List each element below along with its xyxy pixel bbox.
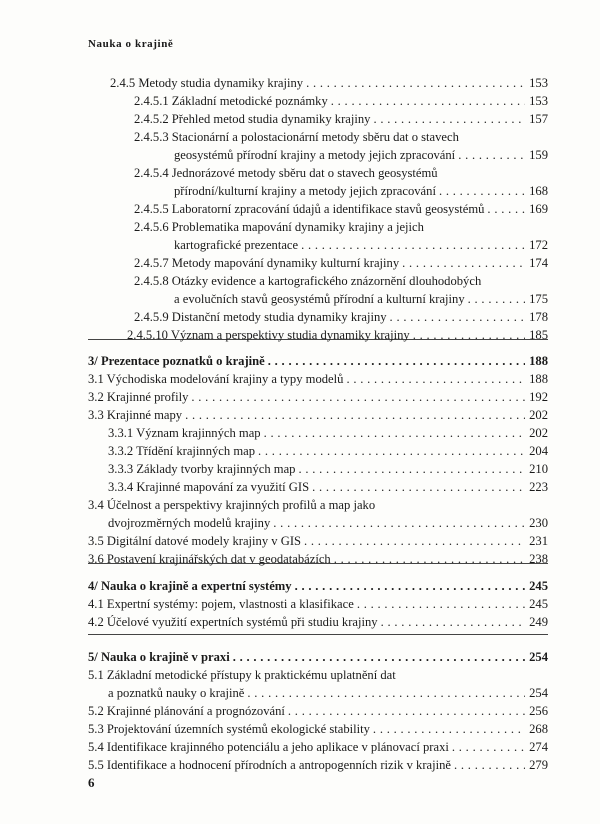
toc-entry: a evolučních stavů geosystémů přírodní a kulturní krajiny . . . 175 xyxy=(174,290,548,308)
toc-entry: 3.3.2 Třídění krajinných map . . . 204 xyxy=(108,442,548,460)
toc-entry: 2.4.5.8 Otázky evidence a kartografického znázornění dlouhodobých xyxy=(134,274,482,288)
toc-entry: 3.3.3 Základy tvorby krajinných map . . . 210 xyxy=(108,460,548,478)
toc-entry: 5.2 Krajinné plánování a prognózování . . . 256 xyxy=(88,702,548,720)
toc-entry: 3.4 Účelnost a perspektivy krajinných profilů a map jako xyxy=(88,498,376,512)
toc-entry: 2.4.5 Metody studia dynamiky krajiny . . . 153 xyxy=(110,74,548,92)
toc-entry: a poznatků nauky o krajině . . . 254 xyxy=(108,684,548,702)
toc-entry: 2.4.5.7 Metody mapování dynamiky kulturní krajiny . . . 174 xyxy=(134,254,548,272)
toc-entry: 2.4.5.5 Laboratorní zpracování údajů a identifikace stavů geosystémů . . . 169 xyxy=(134,200,548,218)
toc-entry: dvojrozměrných modelů krajiny . . . 230 xyxy=(108,514,548,532)
toc-entry: 2.4.5.9 Distanční metody studia dynamiky krajiny . . . 178 xyxy=(134,308,548,326)
toc-entry: přírodní/kulturní krajiny a metody jejich zpracování . . . 168 xyxy=(174,182,548,200)
toc-entry: 3.3.1 Význam krajinných map . . . 202 xyxy=(108,424,548,442)
toc-entry: 5.4 Identifikace krajinného potenciálu a jeho aplikace v plánovací praxi . . . 274 xyxy=(88,738,548,756)
toc-entry: 3.1 Východiska modelování krajiny a typy modelů . . . 188 xyxy=(88,370,548,388)
toc-entry: 2.4.5.3 Stacionární a polostacionární metody sběru dat o stavech xyxy=(134,130,459,144)
toc-entry: 2.4.5.2 Přehled metod studia dynamiky krajiny . . . 157 xyxy=(134,110,548,128)
running-head: Nauka o krajině xyxy=(88,38,174,50)
toc-entry: 3.6 Postavení krajinářských dat v geodatabázích . . . 238 xyxy=(88,550,548,568)
toc-entry: 2.4.5.10 Význam a perspektivy studia dynamiky krajiny . . . 185 xyxy=(127,326,548,344)
toc-entry: 3.3 Krajinné mapy . . . 202 xyxy=(88,406,548,424)
toc-entry: 5.3 Projektování územních systémů ekologické stability . . . 268 xyxy=(88,720,548,738)
toc-chapter-heading: 5/ Nauka o krajině v praxi . . . 254 xyxy=(88,648,548,666)
toc-entry: 3.2 Krajinné profily . . . 192 xyxy=(88,388,548,406)
toc-entry: 4.1 Expertní systémy: pojem, vlastnosti a klasifikace . . . 245 xyxy=(88,595,548,613)
toc-entry: 3.5 Digitální datové modely krajiny v GIS . . . 231 xyxy=(88,532,548,550)
toc-entry: 5.5 Identifikace a hodnocení přírodních a antropogenních rizik v krajině . . . 279 xyxy=(88,756,548,774)
toc-entry: 2.4.5.1 Základní metodické poznámky . . . 153 xyxy=(134,92,548,110)
toc-entry: 2.4.5.6 Problematika mapování dynamiky krajiny a jejich xyxy=(134,220,424,234)
toc-entry: geosystémů přírodní krajiny a metody jejich zpracování . . . 159 xyxy=(174,146,548,164)
toc-entry: 4.2 Účelové využití expertních systémů při studiu krajiny . . . 249 xyxy=(88,613,548,631)
toc-entry: kartografické prezentace . . . 172 xyxy=(174,236,548,254)
toc-chapter-heading: 4/ Nauka o krajině a expertní systémy . . . 245 xyxy=(88,577,548,595)
page-number: 6 xyxy=(88,775,95,790)
toc-entry: 2.4.5.4 Jednorázové metody sběru dat o stavech geosystémů xyxy=(134,166,438,180)
section-separator xyxy=(88,634,548,635)
toc-entry: 3.3.4 Krajinné mapování za využití GIS . . . 223 xyxy=(108,478,548,496)
toc-chapter-heading: 3/ Prezentace poznatků o krajině . . . 188 xyxy=(88,352,548,370)
toc-entry: 5.1 Základní metodické přístupy k praktickému uplatnění dat xyxy=(88,668,396,682)
